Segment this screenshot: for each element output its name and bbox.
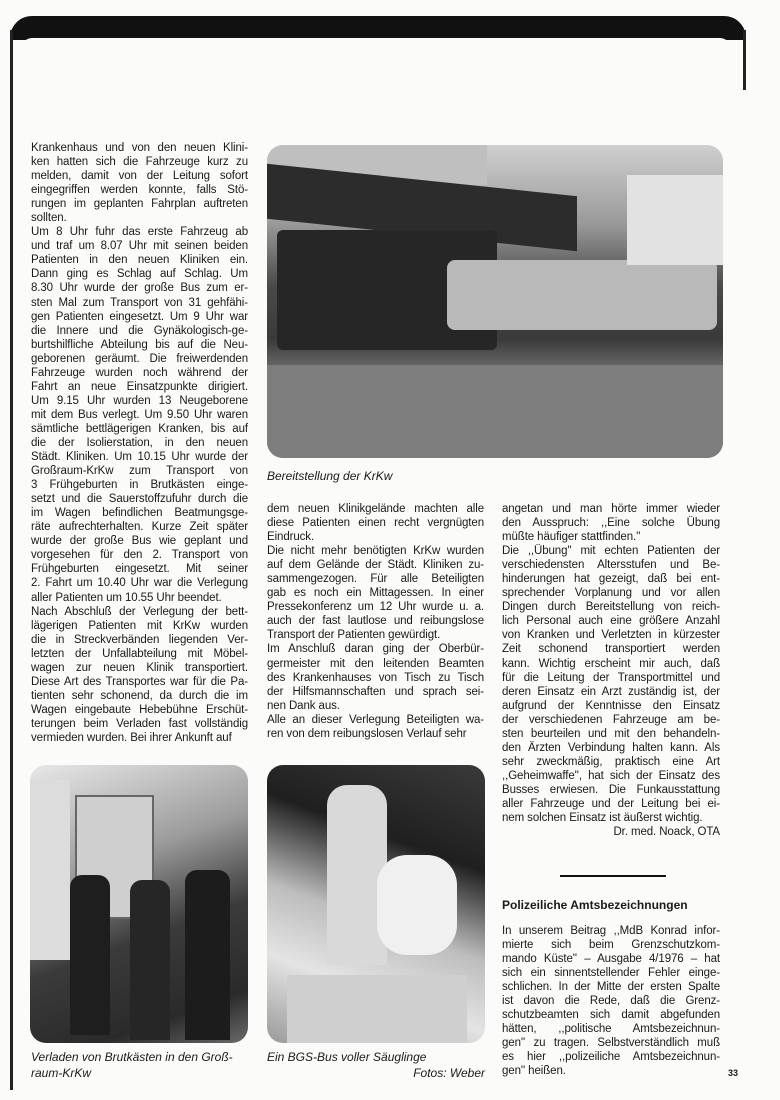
text-line: gen'' zu tragen. Selbstverständlich muß	[502, 1037, 720, 1050]
text-line: sich ein sinnentstellender Fehler einge-	[502, 967, 720, 980]
text-line: mierte sich beim Grenzschutzkom-	[502, 939, 720, 952]
text-line: Fahrt an neue Einsatzpunkte dirigiert.	[31, 380, 248, 393]
notice-body	[502, 924, 720, 1079]
text-line: gab es noch ein Mittagessen. In einer	[267, 587, 484, 600]
photo2-caption-line1: Verladen von Brutkästen in den Groß-	[31, 1050, 233, 1064]
page-header-bar-inner	[22, 38, 730, 48]
text-line: Um 8 Uhr fuhr das erste Fahrzeug ab	[31, 226, 248, 239]
text-line: sammengezogen. Für alle Beteiligten	[267, 573, 484, 586]
text-line: Zeit schonend transportiert werden	[502, 643, 720, 656]
text-line: der Hilfsmannschaften und sprach sei-	[267, 685, 484, 698]
text-line: lägerigen Patienten mit KrKw wurden	[31, 619, 248, 632]
text-line: die der Isolierstation, in den neuen	[31, 436, 248, 449]
text-line: nen Dank aus.	[267, 699, 340, 712]
text-line: gen Patienten eingesetzt. Um 9 Uhr war	[31, 310, 248, 323]
text-line: wurde der große Bus wie geplant und	[31, 535, 248, 548]
text-line: 8.30 Uhr wurde der große Bus zum er-	[31, 282, 248, 295]
notice-heading: Polizeiliche Amtsbezeichnungen	[502, 898, 688, 912]
text-line: Busses erwiesen. Die Funkausstattung	[502, 783, 720, 796]
text-line: terungen beim Verladen fast vollständig	[31, 717, 248, 730]
text-line: wagen zur neuen Klinik transportiert.	[31, 661, 248, 674]
photo-ambulance-vehicles	[267, 145, 723, 458]
text-line: burtshilfliche Abteilung bis auf die Neu-	[31, 338, 248, 351]
text-line: dem neuen Klinikgelände machten alle	[267, 503, 484, 515]
text-line: letzten der Unfallabteilung mit Möbel-	[31, 647, 248, 660]
photo-credit: Fotos: Weber	[413, 1066, 485, 1080]
text-line: Im Anschluß daran ging der Oberbür-	[267, 643, 484, 656]
photo1-caption: Bereitstellung der KrKw	[267, 469, 393, 483]
text-line: In unserem Beitrag ,,MdB Konrad infor-	[502, 925, 720, 937]
text-line: im Wagen befindlichen Beatmungsge-	[31, 507, 248, 520]
text-line: den Ausspruch: ,,Eine solche Übung	[502, 517, 720, 530]
text-line: mit dem Bus verlegt. Um 9.50 Uhr waren	[31, 408, 248, 421]
section-divider	[560, 875, 666, 877]
text-line: sehr zweckmäßig, praktisch eine Art	[502, 755, 720, 768]
text-line: Diese Art des Transportes war für die Pa-	[31, 675, 248, 688]
text-line: germeister mit den leitenden Beamten	[267, 657, 484, 670]
text-line: müßte häufiger stattfinden.''	[502, 531, 641, 544]
text-line: Wagen eingebaute Hebebühne Erschüt-	[31, 703, 248, 716]
text-line: sten beurteilen und mit den behandeln-	[502, 727, 720, 740]
text-line: lich Personal auch eine größere Anzahl	[502, 615, 720, 628]
page-border-left	[10, 30, 13, 1090]
text-line: es hier ,,polizeiliche Amtsbezeichnun-	[502, 1051, 720, 1064]
text-line: vorgesehen für den 2. Transport von	[31, 549, 248, 562]
text-line: Krankenhaus und von den neuen Klini-	[31, 142, 248, 154]
text-line: sprechender Vorplanung und vor allen	[502, 587, 720, 600]
text-line: Nach Abschluß der Verlegung der bett-	[31, 605, 248, 618]
article-column-3	[502, 502, 720, 839]
text-line: ist davon die Rede, daß die Grenz-	[502, 995, 720, 1008]
text-line: setzt und die Sauerstoffzufuhr durch die	[31, 493, 248, 506]
text-line: deren Einsatz ein Arzt zuständig ist, der	[502, 685, 720, 698]
text-line: Pressekonferenz um 12 Uhr wurde u. a.	[267, 601, 484, 614]
text-line: melden, damit von der Leitung sofort	[31, 170, 248, 183]
text-line: Fahrzeuge wurden noch während der	[31, 366, 248, 379]
text-line: die Innere und die Gynäkologisch-ge-	[31, 324, 248, 337]
text-line: diese Patienten einen recht vergnügten	[267, 517, 484, 530]
text-line: tienten sehr schonend, da durch die im	[31, 689, 248, 702]
text-line: hinderungen hat gezeigt, daß bei ent-	[502, 573, 720, 586]
text-line: eingegriffen werden konnte, falls Stö-	[31, 184, 248, 197]
text-line: verschiedensten Altersstufen und Be-	[502, 559, 720, 572]
text-line: aller Fahrzeuge und der Leitung bei ei-	[502, 797, 720, 810]
text-line: für die Leitung der Transportmittel und	[502, 671, 720, 684]
text-line: auch der fast lautlose und reibungslose	[267, 615, 484, 628]
text-line: räte aufrechterhalten. Kurze Zeit später	[31, 521, 248, 534]
text-line: auf dem Gelände der Städt. Kliniken zu-	[267, 559, 484, 572]
photo2-caption	[31, 1049, 249, 1081]
text-line: den Ärzten Verbindung halten kann. Als	[502, 741, 720, 754]
text-line: kann. Wichtig erscheint mir auch, daß	[502, 657, 720, 670]
page-border-right	[743, 30, 746, 90]
text-line: angetan und man hörte immer wieder	[502, 503, 720, 515]
text-line: Städt. Kliniken. Um 10.15 Uhr wurde der	[31, 451, 248, 464]
article-column-1	[31, 141, 248, 745]
text-line: mando Küste'' – Ausgabe 4/1976 – hat	[502, 953, 720, 966]
text-line: sollten.	[31, 212, 67, 225]
text-line: Dann ging es Schlag auf Schlag. Um	[31, 268, 248, 281]
text-line: Die ,,Übung'' mit echten Patienten der	[502, 545, 720, 558]
author-signature: Dr. med. Noack, OTA	[613, 826, 720, 839]
photo3-caption	[267, 1049, 485, 1081]
photo3-caption-text: Ein BGS-Bus voller Säuglinge	[267, 1050, 427, 1064]
text-line: schlichen. In der Mitte der ersten Spalte	[502, 981, 720, 994]
text-line: geborenen geräumt. Die freiwerdenden	[31, 352, 248, 365]
text-line: und traf um 8.07 Uhr mit seinen beiden	[31, 240, 248, 253]
text-line: Transport der Patienten gewürdigt.	[267, 629, 441, 642]
text-line: vermieden wurden. Bei ihrer Ankunft auf	[31, 731, 232, 744]
text-line: nem solchen Einsatz ist äußerst wichtig.	[502, 812, 703, 825]
text-line: sämtliche bettlägerigen Kranken, bis auf	[31, 422, 248, 435]
article-column-2	[267, 502, 484, 741]
photo2-caption-line2: raum-KrKw	[31, 1066, 92, 1080]
photo-bus-with-infants	[267, 765, 485, 1043]
text-line: ken hatten sich die Fahrzeuge kurz zu	[31, 156, 248, 169]
text-line: 2. Fahrt um 10.40 Uhr war die Verlegung	[31, 577, 248, 590]
text-line: hätten, ,,politische Amtsbezeichnun-	[502, 1023, 720, 1036]
page-header-bar	[10, 16, 746, 40]
text-line: Eindruck.	[267, 531, 315, 544]
text-line: Großraum-KrKw zum Transport von	[31, 465, 248, 478]
text-line: ren von dem reibungslosen Verlauf sehr	[267, 727, 467, 740]
text-line: von Kranken und Verletzten in kürzester	[502, 629, 720, 642]
text-line: Dingen durch Bereitstellung von reich-	[502, 601, 720, 614]
text-line: 3 Frühgeburten in Brutkästen einge-	[31, 479, 248, 492]
text-line: die in Streckverbänden liegenden Ver-	[31, 633, 248, 646]
text-line: Um 9.15 Uhr wurden 13 Neugeborene	[31, 394, 248, 407]
text-line: rungen im geplanten Fahrplan auftreten	[31, 198, 248, 211]
text-line: Patienten in den neuen Kliniken ein.	[31, 254, 248, 267]
text-line: schutzbeamten sich damit abgefunden	[502, 1009, 720, 1022]
photo-loading-incubators	[30, 765, 248, 1043]
page-number: 33	[728, 1068, 739, 1078]
text-line: aller Patienten um 10.55 Uhr beendet.	[31, 591, 222, 604]
text-line: Frühgeburten eingesetzt. Mit seiner	[31, 563, 248, 576]
text-line: sten Mal zum Transport von 31 gehfähi-	[31, 296, 248, 309]
text-line: der verschiedenen Fahrzeuge am be-	[502, 713, 720, 726]
text-line: ,,Geheimwaffe'', hat sich der Einsatz des	[502, 769, 720, 782]
text-line: aufgrund der Kenntnisse den Einsatz	[502, 699, 720, 712]
text-line: Alle an dieser Verlegung Beteiligten wa-	[267, 713, 484, 726]
text-line: Die nicht mehr benötigten KrKw wurden	[267, 545, 484, 558]
text-line: gen'' heißen.	[502, 1065, 566, 1078]
text-line: des Krankenhauses von Tisch zu Tisch	[267, 671, 484, 684]
